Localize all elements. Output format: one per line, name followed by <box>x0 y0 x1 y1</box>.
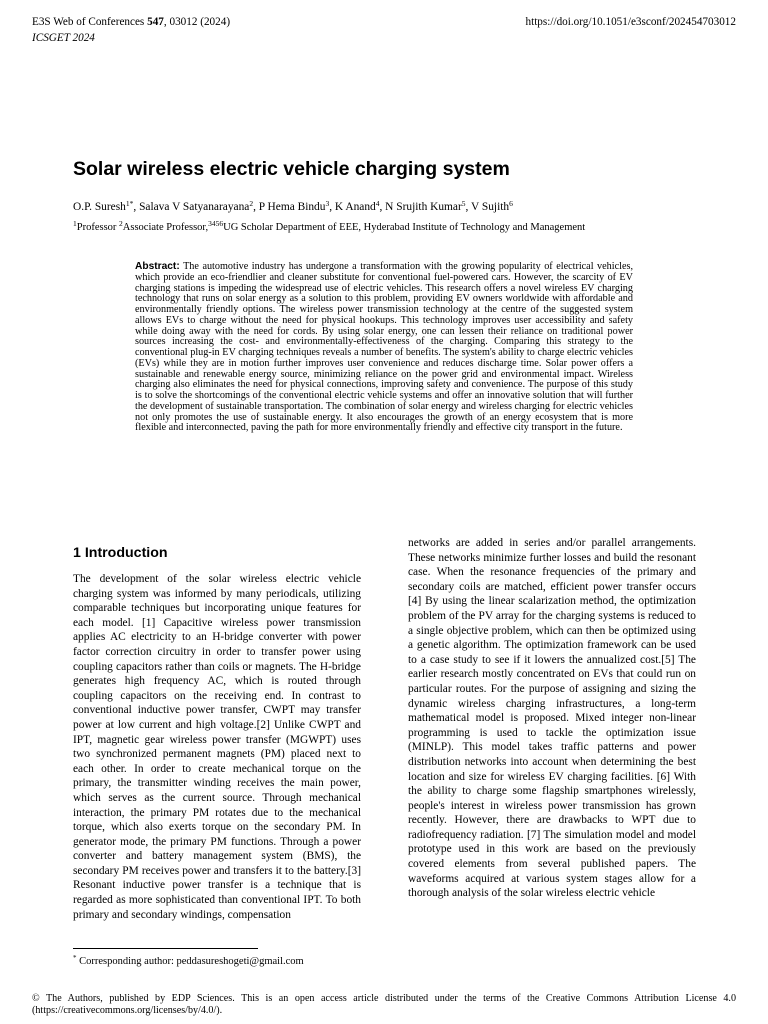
corresponding-author-footnote: * Corresponding author: peddasureshogeti@gmail.com <box>73 954 304 967</box>
body-column-right: networks are added in series and/or parallel arrangements. These networks minimize further losses and build the resonant case. When the resonance frequencies of the primary and secondary coils are matched, efficient power transfer occurs [4] By using the linear scalarization method, the optimization problem of the PV array for the charging systems is reduced to a single objective problem, which can then be optimized using a genetic algorithm. The optimization framework can be used to a case study to see if it lowers the annualized cost.[5] The earlier research mostly concentrated on EVs that could run on particular routes. For the purpose of assigning and sizing the dynamic wireless charging infrastructures, a long-term mathematical model is proposed. Mixed integer non-linear programming is used to tackle the optimization issue (MINLP). This model takes traffic patterns and power distribution networks into account when determining the best location and size for wireless EV charging facilities. [6] With the ability to charge some flagship smartphones wirelessly, people's interest in wireless power transmission has grown recently. However, there are drawbacks to WPT due to radiofrequency radiation. [7] The simulation model and model prototype used in this work are based on the previously covered elements from several published papers. The waveforms acquired at various system stages allow for a thorough analysis of the solar wireless electric vehicle <box>408 537 696 900</box>
journal-citation <box>32 15 230 31</box>
section-heading-introduction: 1 Introduction <box>73 545 168 561</box>
footnote-divider <box>73 948 258 949</box>
author: O.P. Suresh$^{1*}$, <box>73 199 140 213</box>
conference-name: ICSGET 2024 <box>32 31 95 44</box>
paper-title: Solar wireless electric vehicle charging system <box>73 158 510 180</box>
doi-link[interactable]: https://doi.org/10.1051/e3sconf/202454703012 <box>525 16 736 28</box>
abstract-label: Abstract: <box>135 261 180 272</box>
author: P Hema Bindu$^3$, <box>258 199 335 213</box>
abstract-text: The automotive industry has undergone a transformation with the growing popularity of electrical vehicles, which provide an eco-friendlier and cleaner substitute for conventional fuel-powered cars. However, the scarcity of EV charging stations is impeding the widespread use of electric vehicles. This research offers a novel wireless EV charging technology that runs on solar energy as a solution to this problem, providing EV owners worldwide with affordable and environmentally friendly options. The wireless power transmission technology at the centre of the suggested system allows EVs to charge without the need for physical hookups. This technology improves user accessibility and safety while doing away with the need for cords. By using solar energy, one can lessen their reliance on traditional power sources increasing the cost- and environmentally-effectiveness of the charging. Comparing this strategy to the conventional plug-in EV charging techniques reveals a number of benefits. The system's ability to charge electric vehicles (EVs) while they are in motion further improves user convenience and reduces discharge time. Solar power offers a sustainable and renewable energy source, minimizing reliance on the power grid and environmental impact. Wireless charging also eliminates the need for physical connections, improving safety and convenience. The purpose of this study is to solve the shortcomings of the conventional electric vehicle systems and offer an innovative solution that will further the development of sustainable transportation. The combination of solar energy and wireless charging for electric vehicles not only promotes the use of sustainable energy. It also encourages the growth of an energy ecosystem that is more flexible and interconnected, paving the path for more environmentally friendly and effective city transport in the future. <box>135 261 633 434</box>
author-affiliations: $^1$Professor $^2$Associate Professor,$^{3456}$UG Scholar Department of EEE, Hyderabad Institute of Technology and Management <box>73 219 586 233</box>
journal-volume: 547 <box>147 16 164 28</box>
author: N Srujith Kumar$^5$, <box>385 199 471 213</box>
author: V Sujith$^6$ <box>471 199 513 213</box>
abstract <box>135 262 633 434</box>
license-notice: © The Authors, published by EDP Sciences. This is an open access article distributed under the terms of the Creative Commons Attribution License 4.0 (https://creativecommons.org/licenses/by/4.0/). <box>32 993 736 1017</box>
running-header-left <box>32 15 230 46</box>
author-list <box>73 200 713 215</box>
article-number-year: , 03012 (2024) <box>163 16 231 28</box>
author: Salava V Satyanarayana$^2$, <box>139 199 259 213</box>
author: K Anand$^4$, <box>334 199 386 213</box>
body-column-left: The development of the solar wireless electric vehicle charging system was informed by many periodicals, utilizing comparable techniques but incorporating unique features for each model. [1] Capacitive wireless power transmission applies AC electricity to an H-bridge converter with power factor correction circuitry in order to transfer power using coupling capacitors rather than coils or magnets. The H-bridge generates high frequency AC, which is routed through coupling capacitors on the receiving end. In contrast to conventional inductive power transfer, CWPT may transfer power at low current and high voltage.[2] Unlike CWPT and IPT, magnetic gear wireless power transfer (MGWPT) uses two synchronized permanent magnets (PM) placed next to each other. In order to create mechanical torque on the primary, the transmitter winding receives the main power, which serves as the current source. Through mechanical interaction, the primary PM rotates due to the mechanical torque, which also exerts torque on the secondary PM. In generator mode, the primary PM functions. Through a power converter and battery management system (BMS), the secondary PM receives power and transfers it to the battery.[3] Resonant inductive power transfer is a technique that is regarded as more sophisticated than conventional IPT. To both primary and secondary windings, compensation <box>73 573 361 921</box>
journal-name: E3S Web of Conferences <box>32 16 148 28</box>
